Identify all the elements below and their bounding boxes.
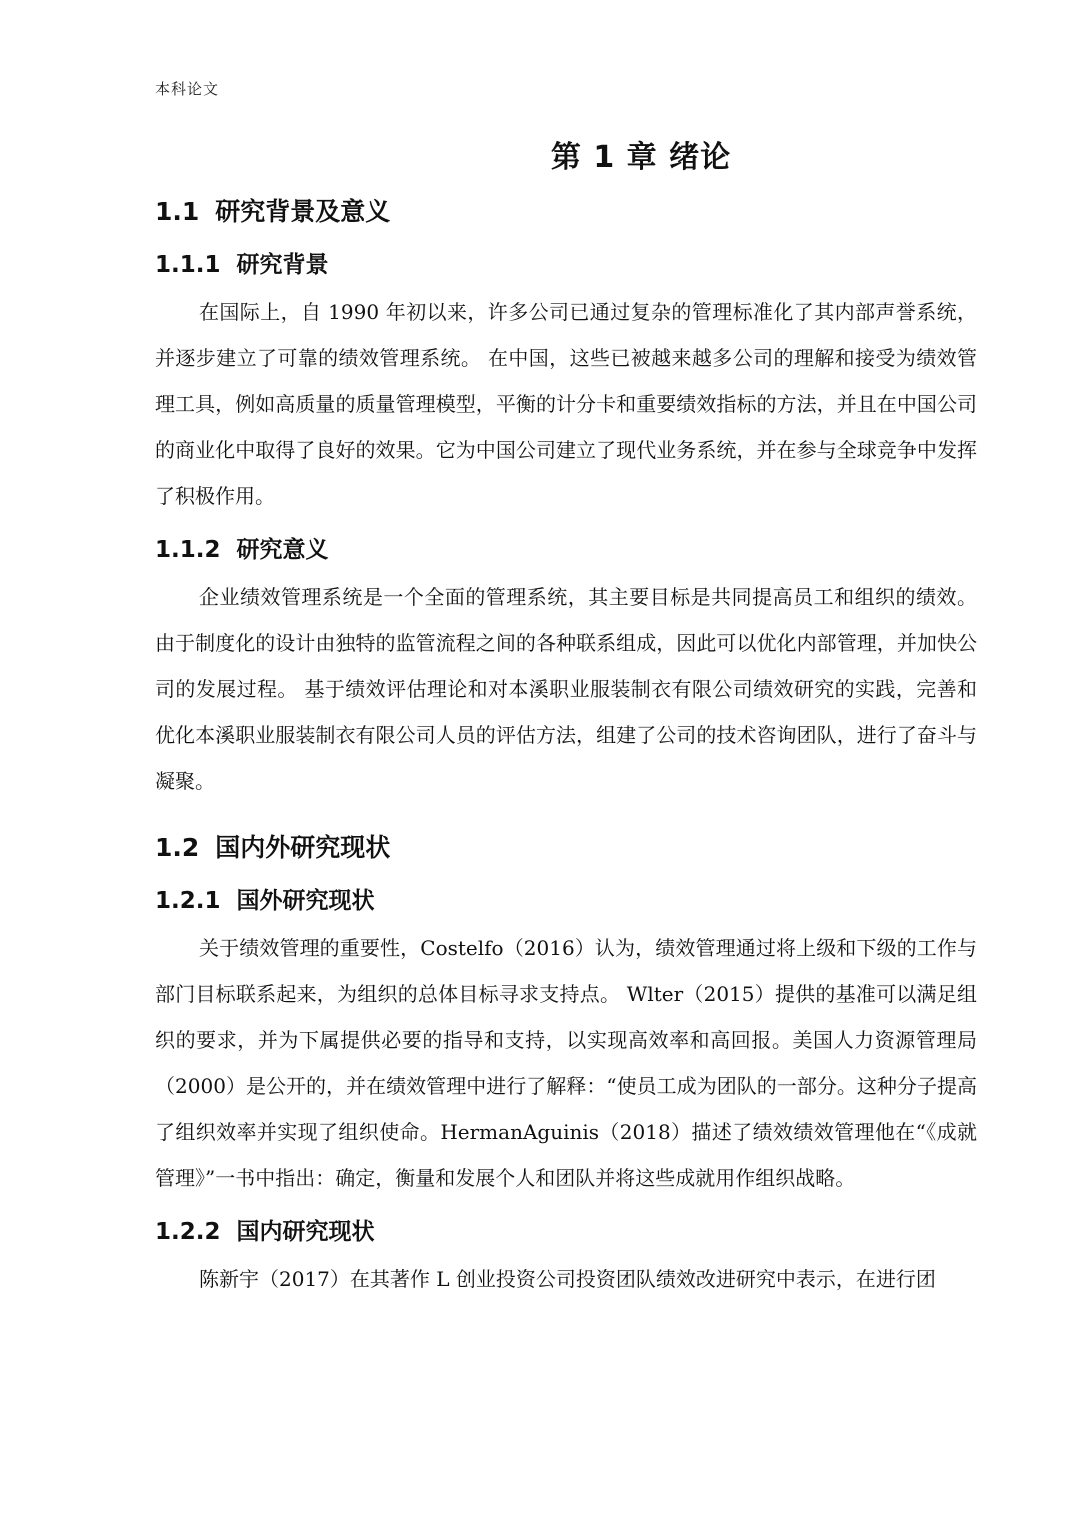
subsection-title: 国内研究现状 (236, 1219, 375, 1245)
page-body (155, 132, 977, 1314)
section-heading-1-2 (155, 828, 977, 864)
section-number: 1.1 (155, 197, 200, 226)
paragraph-research-significance: 企业绩效管理系统是一个全面的管理系统，其主要目标是共同提高员工和组织的绩效。 由于制度化的设计由独特的监管流程之间的各种联系组成，因此可以优化内部管理，并加快公司的发展过程。 基于绩效评估理论和对本溪职业服装制衣有限公司绩效研究的实践，完善和优化本溪职业服装制衣有限公司人员的评估方法，组建了公司的技术咨询团队，进行了奋斗与凝聚。 (155, 585, 977, 793)
running-header: 本科论文 (155, 80, 220, 98)
paragraph-foreign-research: 关于绩效管理的重要性，Costelfo（2016）认为，绩效管理通过将上级和下级的工作与部门目标联系起来，为组织的总体目标寻求支持点。 Wlter（2015）提供的基准可以满足组织的要求，并为下属提供必要的指导和支持，以实现高效率和高回报。美国人力资源管理局（2000）是公开的，并在绩效管理中进行了解释：“使员工成为团队的一部分。这种分子提高了组织效率并实现了组织使命。HermanAguinis（2018）描述了绩效绩效管理他在“《成就管理》”一书中指出：确定，衡量和发展个人和团队并将这些成就用作组织战略。 (155, 936, 977, 1190)
subsection-heading-1-1-1 (155, 246, 977, 279)
subsection-title: 研究意义 (236, 537, 329, 563)
subsection-number: 1.1.2 (155, 537, 221, 563)
paragraph-research-background: 在国际上，自 1990 年初以来，许多公司已通过复杂的管理标准化了其内部声誉系统，并逐步建立了可靠的绩效管理系统。 在中国，这些已被越来越多公司的理解和接受为绩效管理工具，例如高质量的质量管理模型，平衡的计分卡和重要绩效指标的方法，并且在中国公司的商业化中取得了良好的效果。它为中国公司建立了现代业务系统，并在参与全球竞争中发挥了积极作用。 (155, 300, 977, 508)
paragraph-domestic-research: 陈新宇（2017）在其著作 L 创业投资公司投资团队绩效改进研究中表示，在进行团 (199, 1267, 936, 1291)
section-number: 1.2 (155, 833, 200, 862)
subsection-number: 1.2.2 (155, 1219, 221, 1245)
subsection-heading-1-1-2 (155, 531, 977, 564)
subsection-number: 1.1.1 (155, 252, 221, 278)
section-title: 国内外研究现状 (215, 833, 391, 862)
subsection-title: 国外研究现状 (236, 888, 375, 914)
subsection-heading-1-2-1 (155, 882, 977, 915)
subsection-number: 1.2.1 (155, 888, 221, 914)
subsection-heading-1-2-2 (155, 1213, 977, 1246)
section-title: 研究背景及意义 (215, 197, 391, 226)
section-heading-1-1 (155, 192, 977, 228)
subsection-title: 研究背景 (236, 252, 329, 278)
chapter-title: 第 1 章 绪论 (550, 140, 732, 175)
